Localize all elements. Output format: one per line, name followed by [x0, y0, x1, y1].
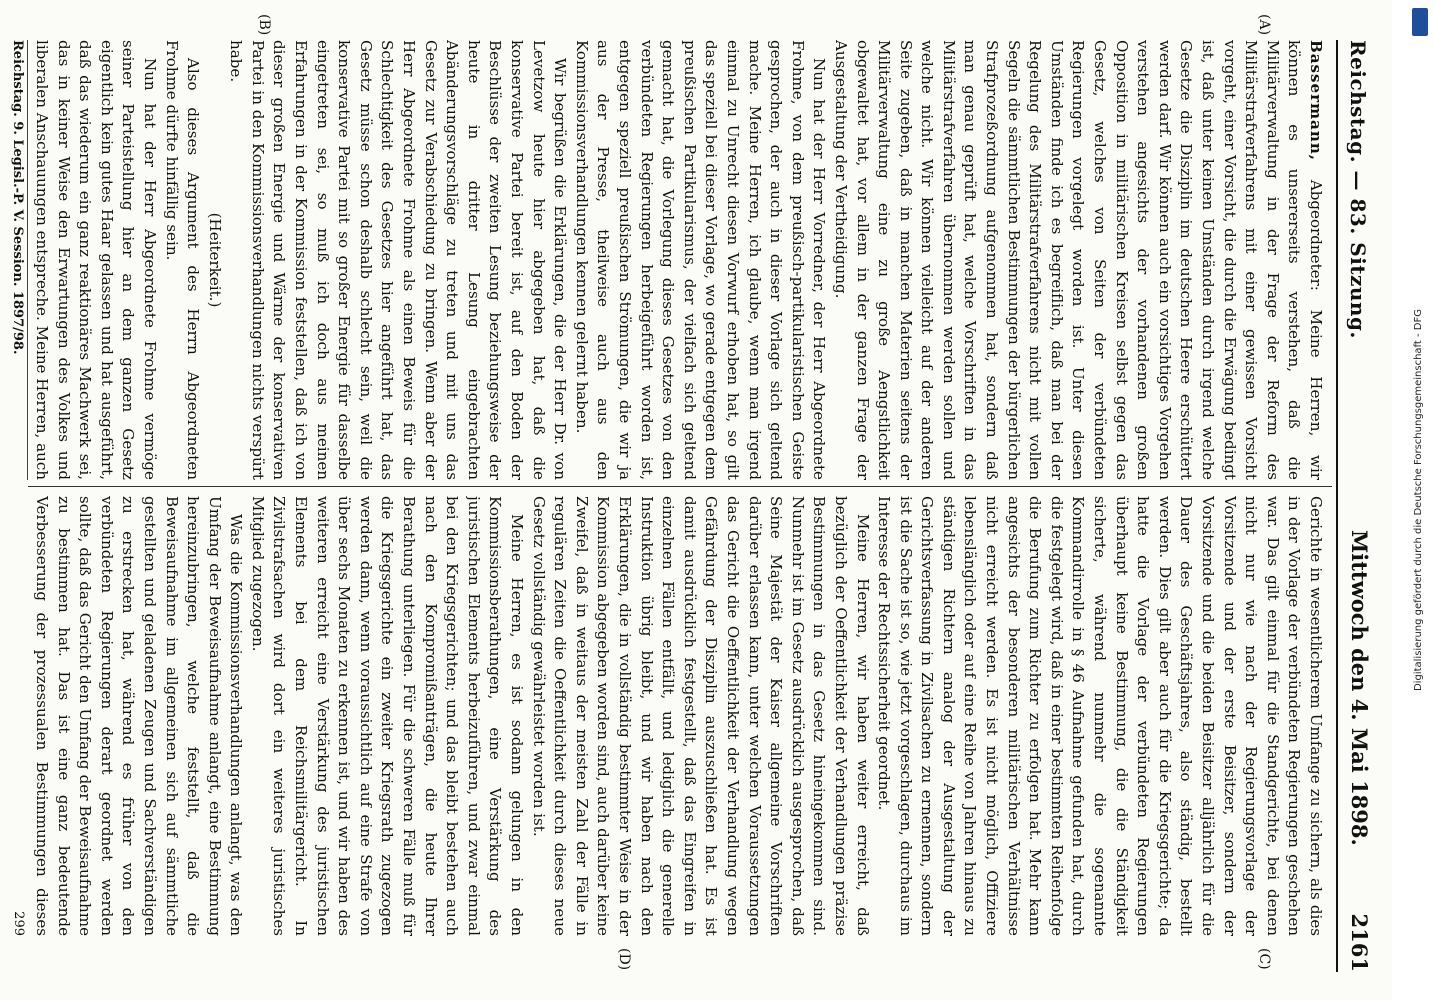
paragraph: Also dieses Argument des Herrn Abgeordneten Frohme dürfte hinfällig sein. — [162, 40, 203, 480]
text-column-right — [30, 496, 1326, 936]
paragraph — [829, 40, 1326, 480]
interjection: (Heiterkeit.) — [205, 212, 224, 308]
margin-marker-b: (B) — [256, 14, 272, 36]
header-date: Mittwoch den 4. Mai 1898. — [1347, 530, 1372, 846]
session-citation: Reichstag. 9. Legisl.-P. V. Session. 1897/98. — [10, 40, 28, 480]
paragraph: Meine Herren, es ist sodann gelungen in den Kommissionsberathungen, eine Verstärkung des juristischen Elements herbeizuführen, und zwar einmal bei den Kriegsgerichten; und das bleibt bestehen auch nach den Kompromißanträgen, die heute Ihrer Berathung unterliegen. Für die schweren Fälle muß für die Kriegsgerichte ein zweiter Kriegsrath zugezogen werden dann, wenn voraussichtlich auf eine Strafe von über sechs Monaten zu erkennen ist, und wir haben des weiteren erreicht eine Verstärkung des juristischen Elements bei dem Reichsmilitärgericht. In Zivilstrafsachen wird dort ein weiteres juristisches Mitglied zugezogen. — [248, 496, 527, 936]
paragraph: Wir begrüßen die Erklärungen, die der Herr Dr. von Levetzow heute hier abgegeben hat, daß die konservative Partei bereit ist, auf den Boden der Beschlüsse der zweiten Lesung beziehungsweise der heute in dritter Lesung eingebrachten Abänderungsvorschläge zu treten und mit uns das Gesetz zur Verabschiedung zu bringen. Wenn aber der Herr Abgeordnete Frohme als einen Beweis für die Schlechtigkeit des Gesetzes hier angeführt hat, das Gesetz müsse schon deshalb schlecht sein, weil die konservative Partei mit so großer Energie für dasselbe eingetreten sei, so muß ich doch aus meinen Erfahrungen in der Kommission feststellen, daß ich von dieser großen Energie und Wärme der konservativen Partei in den Kommissionsverhandlungen nichts verspürt habe. — [227, 40, 570, 480]
header-session-title: Reichstag. — 83. Sitzung. — [1346, 40, 1370, 339]
margin-marker-d: (D) — [616, 948, 632, 971]
margin-marker-a: (A) — [1256, 14, 1272, 36]
paragraph: Meine Herren, wir haben weiter erreicht, daß bezüglich der Oeffentlichkeit der Verhandlungen präzise Bestimmungen in das Gesetz hineingekommen sind. Nunmehr ist im Gesetz ausdrücklich ausgesprochen, daß Seine Majestät der Kaiser allgemeine Vorschriften darüber erlassen kann, unter welchen Voraussetzungen das Gericht die Oeffentlichkeit der Verhandlung wegen Gefährdung der Disziplin auszuschließen hat. Es ist damit ausdrücklich festgestellt, daß das Eingreifen in einzelnen Fällen entfällt, und lediglich die generelle Instruktion übrig bleibt, und wir haben nach den Erklärungen, die in vollständig bestimmter Weise in der Kommission abgegeben worden sind, auch darüber keine Zweifel, daß in weitaus der meisten Zahl der Fälle in regulären Zeiten die Oeffentlichkeit durch dieses neue Gesetz vollständig gewährleistet worden ist. — [529, 496, 872, 936]
speaker-name: Bassermann, — [1307, 40, 1325, 162]
margin-marker-c: (C) — [1256, 948, 1272, 970]
dfg-credit-text: Digitalisierung gefördert durch die Deutsche Forschungsgemeinschaft - DFG — [1413, 309, 1424, 692]
page-header — [1336, 40, 1378, 972]
paragraph: Gerichte in wesentlicherem Umfange zu sichern, als dies in der Vorlage der verbündeten Regierungen geschehen war. Das gilt einmal für die Standgerichte, bei denen nicht nur wie nach der Regierungsvorlage der Vorsitzende und der erste Beisitzer, sondern der Vorsitzende und die beiden Beisitzer alljährlich für die Dauer des Geschäftsjahres, also ständig, bestellt werden. Dies gilt aber auch für die Kriegsgerichte; da hatte die Vorlage der verbündeten Regierungen überhaupt keine Bestimmung, die die Ständigkeit sicherte, während nunmehr die sogenannte Kommandirrolle in § 46 Aufnahme gefunden hat, durch die festgelegt wird, daß in einer bestimmten Reihenfolge die Berufung zum Richter zu erfolgen hat. Mehr kann angesichts der besonderen militärischen Verhältnisse nicht erreicht werden. Es ist nicht möglich, Offiziere lebenslänglich oder auf eine Reihe von Jahren hinaus zu ständigen Richtern analog der Ausgestaltung der Gerichtsverfassung in Zivilsachen zu ernennen, sondern ist die Sache ist so, wie jetzt vorgeschlagen, durchaus im Interesse der Rechtssicherheit geordnet. — [875, 496, 1325, 936]
paragraph-text: Abgeordneter: Meine Herren, wir können es unsererseits verstehen, daß die Militärverwaltung in der Frage der Reform des Militärstrafverfahrens mit einer gewissen Vorsicht vorgeht, einer Vorsicht, die durch die Erwägung bedingt ist, daß unter keinen Umständen durch irgend welche Gesetze die Disziplin im deutschen Heere erschüttert werden darf. Wir können auch ein vorsichtiges Vorgehen verstehen angesichts der vorhandenen großen Opposition in militärischen Kreisen selbst gegen das Gesetz, welches von Seiten der verbündeten Regierungen vorgelegt worden ist. Unter diesen Umständen finde ich es begreiflich, daß man bei der Regelung des Militärstrafverfahrens nicht mit vollen Segeln die sämmtlichen Bestimmungen der bürgerlichen Strafprozeßordnung aufgenommen hat, sondern daß man genau geprüft hat, welche Vorschriften in das Militärstrafverfahren übernommen werden sollen und welche nicht. Wir können vielleicht auf der anderen Seite zugeben, daß in manchen Materien seitens der Militärverwaltung eine zu große Aengstlichkeit obgewaltet hat, vor allem in der ganzen Frage der Ausgestaltung der Vertheidigung. — [831, 40, 1325, 480]
paragraph: Nun hat der Herr Vorredner, der Herr Abgeordnete Frohme, von dem preußisch-partikularistischen Geiste gesprochen, der auch in dieser Vorlage sich geltend mache. Meine Herren, ich glaube, wenn man irgend einmal zu Unrecht diesen Vorwurf erhoben hat, so gilt das speziell bei dieser Vorlage, wo gerade entgegen dem preußischen Partikularismus, der vielfach sich geltend gemacht hat, die Vorlegung dieses Gesetzes von den verbündeten Regierungen herbeigeführt worden ist, entgegen speziell preußischen Strömungen, die wir ja aus der Presse, theilweise auch aus den Kommissionsverhandlungen kennen gelernt haben. — [572, 40, 829, 480]
text-column-left — [30, 40, 1326, 480]
dfg-credit-strip — [1410, 8, 1428, 992]
header-page-number: 2161 — [1347, 913, 1372, 972]
column-divider — [28, 486, 1332, 487]
sheet-number: 299 — [11, 911, 26, 936]
paragraph: Was die Kommissionsverhandlungen anlangt, was den Umfang der Beweisaufnahme anlangt, eine Bestimmung hereinzubringen, welche feststellt, daß die Beweisaufnahme im allgemeinen sich auf sämmtliche gestellten und geladenen Zeugen und Sachverständigen zu erstrecken hat, während es früher von den verbündeten Regierungen derart geordnet werden sollte, daß das Gericht den Umfang der Beweisaufnahme zu bestimmen hat. Das ist eine ganz bedeutende Verbesserung der prozessualen Bestimmungen dieses — [32, 496, 246, 936]
paragraph: Nun hat der Herr Abgeordnete Frohme vermöge seiner Parteistellung hier an dem ganzen Gesetz eigentlich kein gutes Haar gelassen und hat ausgeführt, daß das wiederum ein ganz reaktionäres Machwerk sei, das in keiner Weise den Erwartungen des Volkes und liberalen Anschauungen entspreche. Meine Herren, auch — [32, 40, 159, 480]
